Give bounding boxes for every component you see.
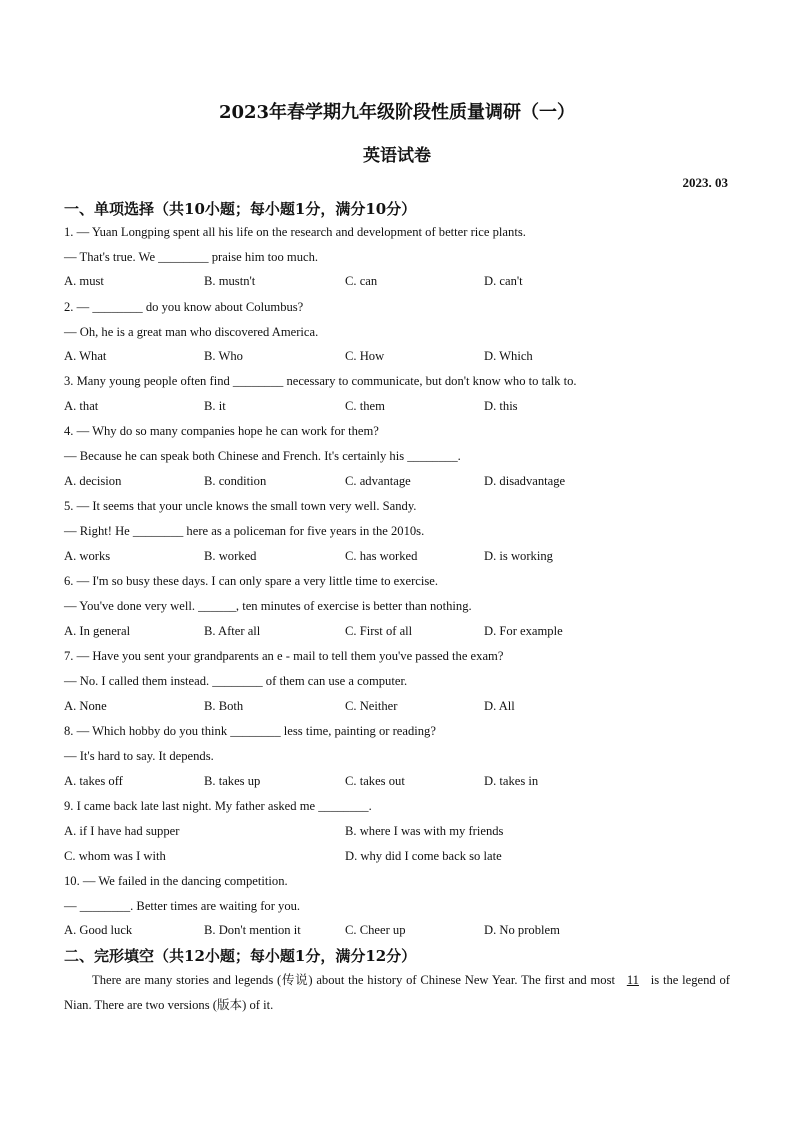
q5-option-b: B. worked [204,549,257,563]
q3-option-d: D. this [484,399,518,413]
q6-option-b: B. After all [204,624,261,638]
q5-line1: 5. — It seems that your uncle knows the small town very well. Sandy. [64,499,417,513]
q2-line1: 2. — ________ do you know about Columbus? [64,300,304,314]
q6-options [64,624,744,642]
q1-line1: 1. — Yuan Longping spent all his life on the research and development of better rice plants. [64,225,526,239]
section-heading-cloze: 二、完形填空（共12小题；每小题1分，满分12分） [64,947,417,965]
q3-option-b: B. it [204,399,226,413]
q1-options [64,274,744,292]
q10-options [64,923,744,941]
q8-line1: 8. — Which hobby do you think ________ less time, painting or reading? [64,724,436,738]
q1-option-a: A. must [64,274,104,288]
q4-option-a: A. decision [64,474,122,488]
q5-options [64,549,744,567]
q10-option-c: C. Cheer up [345,923,406,937]
q1-option-b: B. mustn't [204,274,256,288]
cloze-text-after: is the legend of Nian. There are two versions (版本) of it. [64,973,730,1012]
q9-option-a: A. if I have had supper [64,824,180,838]
q5-option-d: D. is working [484,549,553,563]
q6-option-c: C. First of all [345,624,413,638]
q6-option-a: A. In general [64,624,131,638]
q6-option-d: D. For example [484,624,563,638]
cloze-paragraph [64,968,730,1018]
q3-line1: 3. Many young people often find ________ necessary to communicate, but don't know who to talk to. [64,374,577,388]
q9-options-row2 [64,849,744,867]
q10-option-a: A. Good luck [64,923,133,937]
q2-option-b: B. Who [204,349,243,363]
exam-subtitle: 英语试卷 [363,146,431,166]
q10-option-b: B. Don't mention it [204,923,301,937]
exam-date: 2023. 03 [682,175,728,190]
q6-line2: — You've done very well. ______, ten minutes of exercise is better than nothing. [64,599,472,613]
cloze-blank-11: 11 [626,973,639,987]
q7-option-c: C. Neither [345,699,398,713]
q10-line1: 10. — We failed in the dancing competition. [64,874,288,888]
q7-line2: — No. I called them instead. ________ of them can use a computer. [64,674,408,688]
q7-option-b: B. Both [204,699,244,713]
q9-line1: 9. I came back late last night. My father asked me ________. [64,799,372,813]
q4-option-d: D. disadvantage [484,474,566,488]
q1-option-d: D. can't [484,274,523,288]
q2-options [64,349,744,367]
q1-option-c: C. can [345,274,378,288]
q9-option-b: B. where I was with my friends [345,824,504,838]
q5-option-c: C. has worked [345,549,418,563]
q8-option-c: C. takes out [345,774,405,788]
q4-option-b: B. condition [204,474,267,488]
q4-line2: — Because he can speak both Chinese and French. It's certainly his ________. [64,449,461,463]
q3-option-c: C. them [345,399,385,413]
q9-option-c: C. whom was I with [64,849,166,863]
q8-options [64,774,744,792]
q3-option-a: A. that [64,399,99,413]
q3-options [64,399,744,417]
cloze-text-before: There are many stories and legends (传说) about the history of Chinese New Year. The first and most [92,973,619,987]
q5-line2: — Right! He ________ here as a policeman for five years in the 2010s. [64,524,425,538]
q10-line2: — ________. Better times are waiting for you. [64,899,301,913]
exam-title: 2023年春学期九年级阶段性质量调研（一） [218,102,576,123]
q7-option-d: D. All [484,699,515,713]
q2-option-d: D. Which [484,349,533,363]
q6-line1: 6. — I'm so busy these days. I can only spare a very little time to exercise. [64,574,439,588]
q2-option-a: A. What [64,349,107,363]
q2-option-c: C. How [345,349,385,363]
q9-option-d: D. why did I come back so late [345,849,502,863]
q4-line1: 4. — Why do so many companies hope he can work for them? [64,424,379,438]
q2-line2: — Oh, he is a great man who discovered America. [64,325,319,339]
q9-options-row1 [64,824,744,842]
q1-line2: — That's true. We ________ praise him too much. [64,250,319,264]
q8-option-d: D. takes in [484,774,539,788]
q7-line1: 7. — Have you sent your grandparents an e - mail to tell them you've passed the exam? [64,649,504,663]
q7-options [64,699,744,717]
q8-option-a: A. takes off [64,774,123,788]
q10-option-d: D. No problem [484,923,560,937]
q8-line2: — It's hard to say. It depends. [64,749,214,763]
q8-option-b: B. takes up [204,774,261,788]
q4-options [64,474,744,492]
q5-option-a: A. works [64,549,111,563]
q7-option-a: A. None [64,699,107,713]
q4-option-c: C. advantage [345,474,411,488]
section-heading-single-choice: 一、单项选择（共10小题；每小题1分，满分10分） [64,200,417,218]
